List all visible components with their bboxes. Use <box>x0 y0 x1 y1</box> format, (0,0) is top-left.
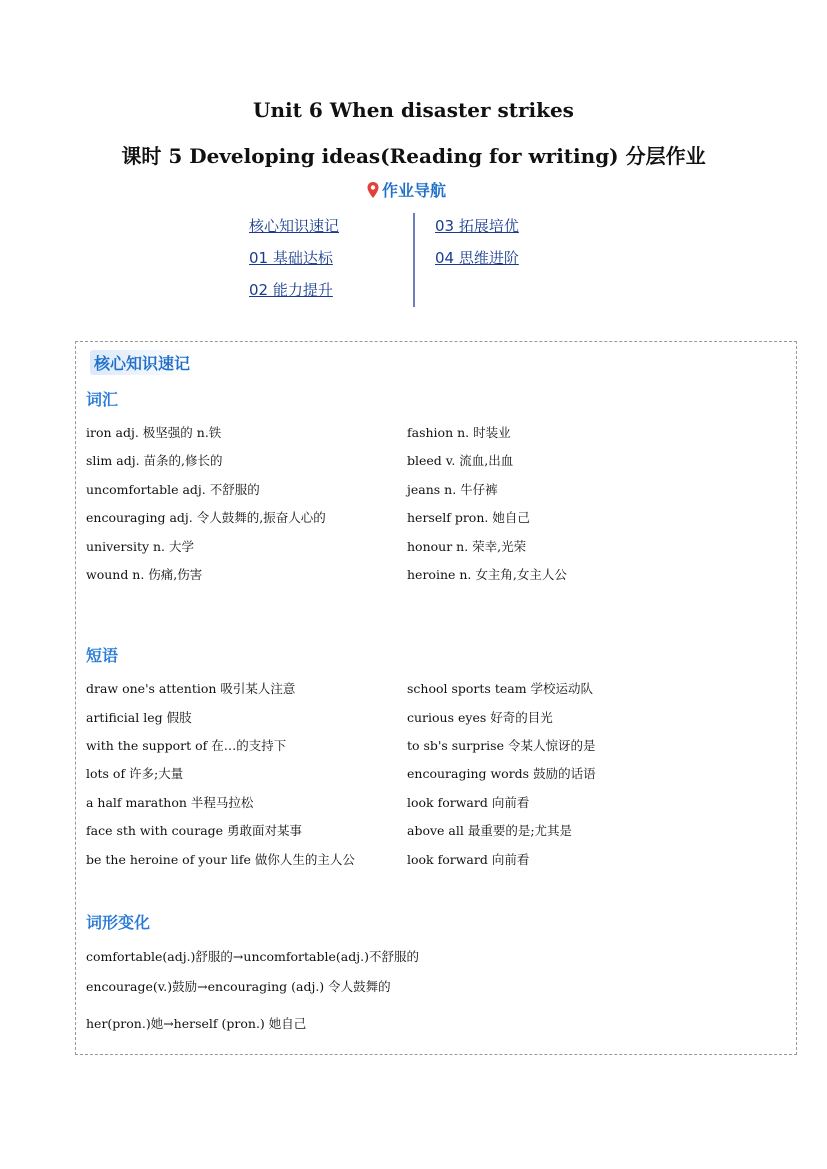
page-subtitle: 课时 5 Developing ideas(Reading for writing) 分层作业 <box>121 144 706 168</box>
vocab-item: fashion n. 时装业 <box>407 425 511 440</box>
page-title: Unit 6 When disaster strikes <box>253 98 574 122</box>
box-heading: 核心知识速记 <box>90 350 194 375</box>
vocab-item: university n. 大学 <box>86 539 195 554</box>
vocab-item: herself pron. 她自己 <box>407 510 530 525</box>
phrase-item: encouraging words 鼓励的话语 <box>407 766 596 781</box>
phrase-item: school sports team 学校运动队 <box>407 681 594 696</box>
core-knowledge-box <box>75 341 797 1055</box>
vocab-item: honour n. 荣幸,光荣 <box>407 539 527 554</box>
vocab-item: encouraging adj. 令人鼓舞的,振奋人心的 <box>86 510 326 525</box>
vocab-item: uncomfortable adj. 不舒服的 <box>86 482 260 497</box>
nav-right-column <box>435 216 519 280</box>
vocab-item: bleed v. 流血,出血 <box>407 453 514 468</box>
vocab-item: slim adj. 苗条的,修长的 <box>86 453 223 468</box>
nav-heading-label: 作业导航 <box>382 181 447 200</box>
nav-link-core-knowledge[interactable]: 核心知识速记 <box>249 217 340 235</box>
phrase-item: above all 最重要的是;尤其是 <box>407 823 573 838</box>
phrase-item: to sb's surprise 令某人惊讶的是 <box>407 738 596 753</box>
nav-left-column <box>249 216 339 312</box>
phrases-heading: 短语 <box>86 646 119 665</box>
vocab-item: iron adj. 极坚强的 n.铁 <box>86 425 222 440</box>
phrase-item: look forward 向前看 <box>407 852 530 867</box>
nav-link-basic[interactable]: 01 基础达标 <box>249 249 333 267</box>
phrase-item: face sth with courage 勇敢面对某事 <box>86 823 303 838</box>
word-form-item: encourage(v.)鼓励→encouraging (adj.) 令人鼓舞的 <box>86 979 391 994</box>
vocab-item: heroine n. 女主角,女主人公 <box>407 567 567 582</box>
phrase-item: curious eyes 好奇的目光 <box>407 710 553 725</box>
location-pin-icon <box>366 181 380 199</box>
vocab-item: wound n. 伤痛,伤害 <box>86 567 203 582</box>
phrase-item: be the heroine of your life 做你人生的主人公 <box>86 852 355 867</box>
phrase-item: artificial leg 假肢 <box>86 710 192 725</box>
nav-link-extension[interactable]: 03 拓展培优 <box>435 217 519 235</box>
phrase-item: lots of 许多;大量 <box>86 766 184 781</box>
nav-link-ability[interactable]: 02 能力提升 <box>249 281 333 299</box>
phrase-item: draw one's attention 吸引某人注意 <box>86 681 296 696</box>
nav-link-thinking[interactable]: 04 思维进阶 <box>435 249 519 267</box>
phrase-item: look forward 向前看 <box>407 795 530 810</box>
phrase-item: with the support of 在…的支持下 <box>86 738 287 753</box>
phrase-item: a half marathon 半程马拉松 <box>86 795 254 810</box>
word-form-item: her(pron.)她→herself (pron.) 她自己 <box>86 1016 307 1031</box>
word-form-item: comfortable(adj.)舒服的→uncomfortable(adj.)不舒服的 <box>86 949 419 964</box>
nav-divider <box>413 213 415 307</box>
nav-heading <box>366 178 446 201</box>
word-forms-heading: 词形变化 <box>86 913 151 932</box>
vocab-item: jeans n. 牛仔裤 <box>407 482 498 497</box>
vocab-heading: 词汇 <box>86 390 119 409</box>
